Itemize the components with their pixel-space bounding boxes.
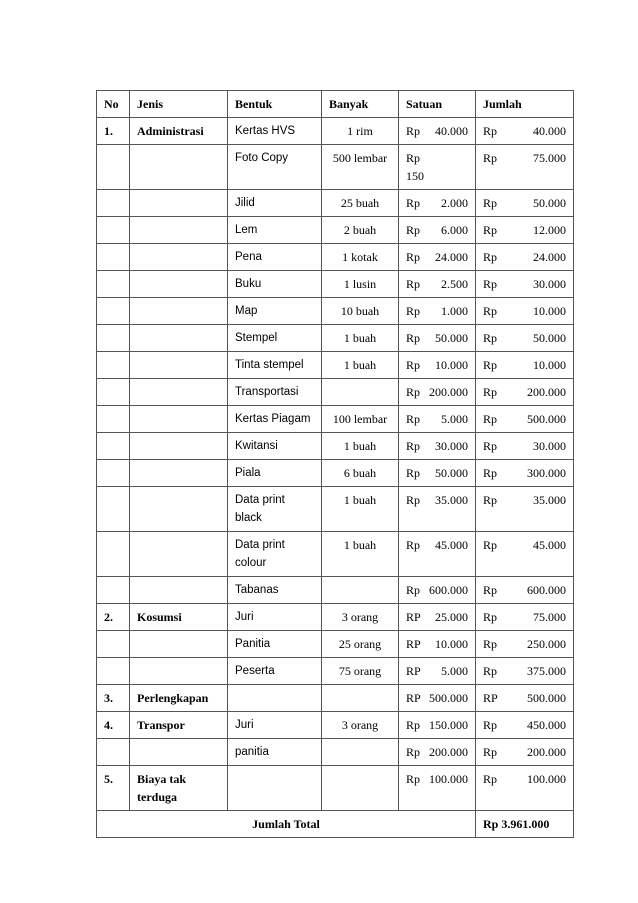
row-bentuk: Buku [228,271,322,298]
row-jumlah [476,577,574,604]
row-jumlah-value: 45.000 [533,538,566,552]
row-jumlah [476,766,574,811]
row-bentuk: Kertas HVS [228,118,322,145]
row-jumlah [476,487,574,532]
row-jenis [130,577,228,604]
row-bentuk: Panitia [228,631,322,658]
table-row [97,460,574,487]
row-jumlah-value: 12.000 [533,223,566,237]
row-banyak [322,685,399,712]
row-bentuk [228,766,322,811]
row-satuan-value: 25.000 [435,610,468,624]
header-no: No [97,91,130,118]
row-bentuk: Juri [228,712,322,739]
row-bentuk: Data print colour [228,532,322,577]
row-jenis [130,352,228,379]
table-row [97,604,574,631]
row-jenis: Kosumsi [130,604,228,631]
row-banyak: 100 lembar [322,406,399,433]
table-row [97,271,574,298]
row-jumlah-currency: Rp [483,124,498,138]
row-satuan [399,406,476,433]
row-satuan [399,631,476,658]
table-row [97,766,574,811]
row-jumlah-currency: Rp [483,412,498,426]
row-satuan [399,118,476,145]
row-satuan-currency: Rp [406,331,421,345]
row-jenis [130,739,228,766]
row-jumlah-currency: Rp [483,385,498,399]
row-bentuk: Peserta [228,658,322,685]
row-jumlah-value: 30.000 [533,439,566,453]
row-satuan [399,487,476,532]
row-satuan-currency: Rp [406,718,421,732]
row-jumlah [476,739,574,766]
row-satuan-currency: Rp [406,196,421,210]
row-jumlah-currency: Rp [483,331,498,345]
row-satuan-value: 45.000 [435,538,468,552]
header-banyak: Banyak [322,91,399,118]
row-satuan-value: 6.000 [441,223,468,237]
row-satuan [399,325,476,352]
row-satuan [399,190,476,217]
row-satuan-currency: Rp [406,151,421,165]
table-row [97,379,574,406]
table-row [97,352,574,379]
header-bentuk: Bentuk [228,91,322,118]
row-jumlah-currency: Rp [483,304,498,318]
row-banyak: 1 lusin [322,271,399,298]
row-bentuk: Juri [228,604,322,631]
row-satuan-value: 50.000 [435,331,468,345]
table-row [97,190,574,217]
row-satuan-currency: Rp [406,124,421,138]
row-no: 5. [97,766,130,811]
row-jenis [130,532,228,577]
row-jumlah-currency: Rp [483,637,498,651]
row-jumlah-value: 75.000 [533,151,566,165]
row-banyak [322,379,399,406]
row-jumlah-currency: Rp [483,151,498,165]
row-jumlah [476,325,574,352]
table-row [97,325,574,352]
row-satuan-currency: Rp [406,223,421,237]
row-banyak [322,766,399,811]
row-bentuk: Kwitansi [228,433,322,460]
row-jumlah [476,118,574,145]
row-no [97,145,130,190]
row-jenis [130,460,228,487]
row-jumlah [476,352,574,379]
row-bentuk: Foto Copy [228,145,322,190]
total-row [97,811,574,838]
row-satuan-currency: Rp [406,412,421,426]
row-jumlah-value: 35.000 [533,493,566,507]
row-banyak: 25 orang [322,631,399,658]
row-jumlah [476,532,574,577]
row-jenis [130,145,228,190]
row-no: 4. [97,712,130,739]
row-jumlah [476,190,574,217]
row-jumlah-currency: Rp [483,250,498,264]
row-jumlah [476,712,574,739]
row-satuan-value: 50.000 [435,466,468,480]
row-satuan [399,739,476,766]
row-satuan-currency: Rp [406,385,421,399]
row-bentuk: Kertas Piagam [228,406,322,433]
row-jumlah-currency: Rp [483,277,498,291]
row-banyak: 500 lembar [322,145,399,190]
row-satuan-currency: Rp [406,466,421,480]
table-row [97,631,574,658]
row-jenis [130,325,228,352]
row-satuan-value: 30.000 [435,439,468,453]
row-banyak: 1 buah [322,487,399,532]
row-bentuk: Stempel [228,325,322,352]
row-banyak: 3 orang [322,712,399,739]
row-jumlah-currency: Rp [483,772,498,786]
row-satuan [399,433,476,460]
row-jumlah-currency: Rp [483,610,498,624]
header-jenis: Jenis [130,91,228,118]
row-satuan-currency: Rp [406,745,421,759]
row-jumlah-value: 24.000 [533,250,566,264]
row-satuan-value: 5.000 [441,664,468,678]
row-jumlah-value: 50.000 [533,196,566,210]
row-banyak: 75 orang [322,658,399,685]
row-jumlah-currency: RP [483,691,498,705]
total-value: Rp 3.961.000 [476,811,574,838]
row-bentuk: Jilid [228,190,322,217]
row-satuan-value: 2.000 [441,196,468,210]
row-bentuk: Transportasi [228,379,322,406]
row-satuan-extra: 150 [406,169,424,183]
row-no [97,631,130,658]
row-satuan [399,298,476,325]
row-satuan-currency: Rp [406,772,421,786]
row-satuan [399,352,476,379]
row-banyak: 1 rim [322,118,399,145]
row-banyak: 1 kotak [322,244,399,271]
row-banyak: 25 buah [322,190,399,217]
row-bentuk: Data print black [228,487,322,532]
row-satuan [399,766,476,811]
row-jumlah-currency: Rp [483,223,498,237]
row-jumlah-currency: Rp [483,493,498,507]
row-jumlah-currency: Rp [483,583,498,597]
row-satuan-currency: RP [406,610,421,624]
table-row [97,712,574,739]
table-row [97,244,574,271]
row-jumlah [476,217,574,244]
row-jenis [130,433,228,460]
row-bentuk [228,685,322,712]
row-satuan-value: 24.000 [435,250,468,264]
row-no [97,577,130,604]
table-row [97,739,574,766]
budget-table [96,90,574,838]
row-jumlah-currency: Rp [483,439,498,453]
row-no: 3. [97,685,130,712]
row-satuan-value: 600.000 [429,583,468,597]
row-jumlah-value: 250.000 [527,637,566,651]
row-satuan-value: 35.000 [435,493,468,507]
row-satuan-currency: RP [406,664,421,678]
row-satuan-currency: Rp [406,538,421,552]
row-jumlah-value: 500.000 [527,412,566,426]
table-row [97,577,574,604]
row-jumlah-currency: Rp [483,466,498,480]
row-jumlah-value: 100.000 [527,772,566,786]
row-banyak [322,577,399,604]
row-no [97,487,130,532]
row-jenis [130,487,228,532]
row-satuan-currency: RP [406,691,421,705]
row-satuan-value: 2.500 [441,277,468,291]
row-jenis: Perlengkapan [130,685,228,712]
row-banyak: 3 orang [322,604,399,631]
row-jumlah-currency: Rp [483,538,498,552]
row-satuan [399,217,476,244]
header-jumlah: Jumlah [476,91,574,118]
row-no [97,244,130,271]
row-jumlah [476,298,574,325]
table-row [97,532,574,577]
row-no [97,460,130,487]
row-no [97,271,130,298]
row-jumlah-currency: Rp [483,664,498,678]
row-banyak: 1 buah [322,352,399,379]
row-jumlah-value: 30.000 [533,277,566,291]
row-bentuk: panitia [228,739,322,766]
row-jenis [130,298,228,325]
row-jumlah-currency: Rp [483,358,498,372]
row-jumlah-value: 200.000 [527,385,566,399]
row-jenis [130,658,228,685]
row-jumlah-value: 375.000 [527,664,566,678]
row-jumlah-value: 300.000 [527,466,566,480]
row-satuan-currency: Rp [406,583,421,597]
row-jumlah [476,379,574,406]
row-jumlah-value: 500.000 [527,691,566,705]
row-banyak: 1 buah [322,325,399,352]
row-satuan-currency: Rp [406,493,421,507]
row-jumlah-currency: Rp [483,196,498,210]
row-jumlah [476,604,574,631]
row-jumlah-currency: Rp [483,745,498,759]
row-satuan-value: 10.000 [435,637,468,651]
row-bentuk: Pena [228,244,322,271]
row-no [97,406,130,433]
row-satuan-value: 100.000 [429,772,468,786]
row-jumlah [476,460,574,487]
row-satuan [399,244,476,271]
row-satuan [399,577,476,604]
row-jumlah-value: 75.000 [533,610,566,624]
row-no: 2. [97,604,130,631]
row-satuan [399,532,476,577]
row-satuan-value: 1.000 [441,304,468,318]
row-jenis: Administrasi [130,118,228,145]
row-bentuk: Map [228,298,322,325]
row-jenis [130,271,228,298]
row-jumlah-currency: Rp [483,718,498,732]
total-label: Jumlah Total [97,811,476,838]
row-jumlah-value: 450.000 [527,718,566,732]
row-no [97,325,130,352]
row-satuan [399,658,476,685]
row-satuan-currency: Rp [406,277,421,291]
row-bentuk: Lem [228,217,322,244]
row-no: 1. [97,118,130,145]
row-jenis [130,631,228,658]
row-no [97,739,130,766]
row-jenis [130,244,228,271]
row-jenis: Biaya tak terduga [130,766,228,811]
row-jumlah [476,685,574,712]
row-bentuk: Piala [228,460,322,487]
row-no [97,217,130,244]
row-banyak: 6 buah [322,460,399,487]
row-banyak: 2 buah [322,217,399,244]
row-jumlah [476,658,574,685]
table-row [97,406,574,433]
row-satuan [399,712,476,739]
row-satuan [399,379,476,406]
row-satuan [399,145,476,190]
row-jumlah-value: 50.000 [533,331,566,345]
table-row [97,118,574,145]
row-no [97,532,130,577]
row-jumlah-value: 40.000 [533,124,566,138]
row-no [97,379,130,406]
row-jenis [130,406,228,433]
row-satuan-value: 200.000 [429,385,468,399]
row-satuan [399,271,476,298]
row-jumlah-value: 10.000 [533,358,566,372]
row-satuan-currency: Rp [406,304,421,318]
row-satuan-currency: Rp [406,250,421,264]
row-bentuk: Tinta stempel [228,352,322,379]
row-banyak [322,739,399,766]
row-jenis [130,190,228,217]
row-jumlah [476,244,574,271]
row-jumlah [476,631,574,658]
row-satuan [399,604,476,631]
row-jumlah [476,145,574,190]
row-satuan-value: 10.000 [435,358,468,372]
row-no [97,433,130,460]
row-jumlah-value: 200.000 [527,745,566,759]
row-jumlah [476,433,574,460]
row-jenis [130,217,228,244]
row-banyak: 1 buah [322,433,399,460]
table-row [97,298,574,325]
header-satuan: Satuan [399,91,476,118]
row-satuan-value: 500.000 [429,691,468,705]
table-row [97,433,574,460]
row-satuan-value: 40.000 [435,124,468,138]
row-satuan-currency: Rp [406,439,421,453]
row-banyak: 1 buah [322,532,399,577]
row-jenis: Transpor [130,712,228,739]
row-no [97,658,130,685]
row-jumlah-value: 10.000 [533,304,566,318]
row-satuan-value: 5.000 [441,412,468,426]
row-jumlah [476,271,574,298]
header-row [97,91,574,118]
row-satuan-value: 200.000 [429,745,468,759]
row-no [97,190,130,217]
row-jenis [130,379,228,406]
row-satuan-value: 150.000 [429,718,468,732]
row-jumlah-value: 600.000 [527,583,566,597]
row-jumlah [476,406,574,433]
row-no [97,352,130,379]
row-satuan [399,685,476,712]
row-bentuk: Tabanas [228,577,322,604]
table-row [97,217,574,244]
table-row [97,685,574,712]
row-satuan [399,460,476,487]
row-satuan-currency: Rp [406,358,421,372]
row-banyak: 10 buah [322,298,399,325]
table-row [97,658,574,685]
table-row [97,487,574,532]
row-satuan-currency: RP [406,637,421,651]
table-row [97,145,574,190]
row-no [97,298,130,325]
